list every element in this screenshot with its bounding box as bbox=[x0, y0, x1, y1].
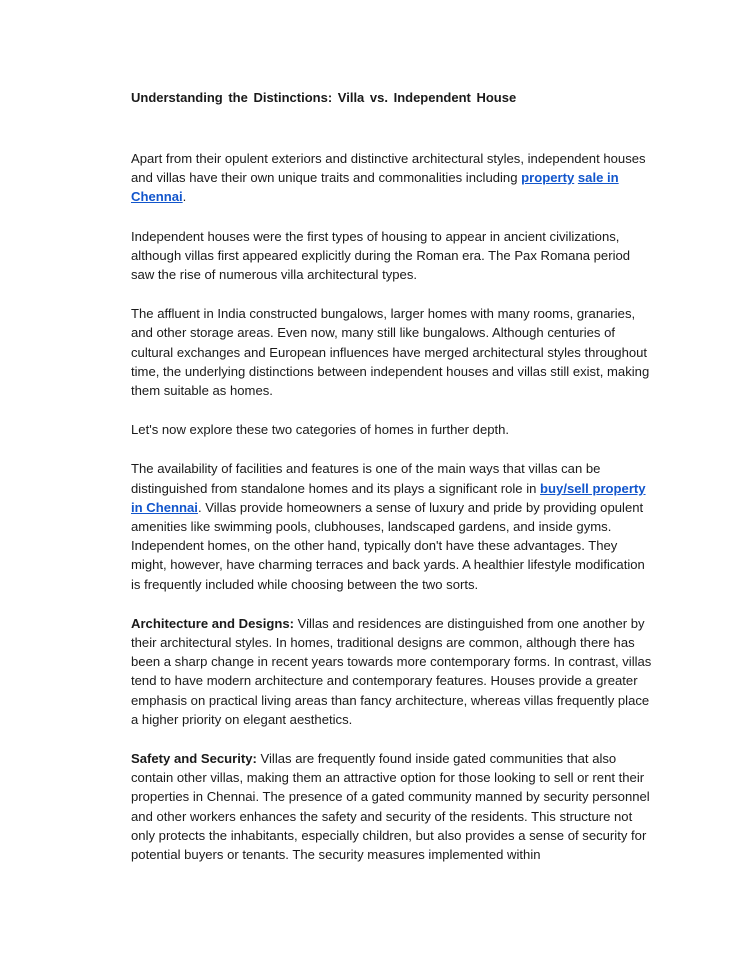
sale-in-chennai-link[interactable]: sale in Chennai bbox=[131, 170, 619, 205]
paragraph-bungalows: The affluent in India constructed bungalows, larger homes with many rooms, granaries, and other storage areas. Even now, many still like bungalows. Although centuries of cultural exchanges and European influences have merged architectural styles throughout time, the underlying distinctions between independent houses and villas still exist, making them suitable as homes. bbox=[131, 306, 650, 399]
paragraph-architecture bbox=[131, 614, 656, 729]
property-link[interactable]: property bbox=[521, 170, 575, 186]
paragraph-intro-end: . bbox=[182, 189, 187, 205]
safety-label: Safety and Security: bbox=[131, 751, 257, 767]
paragraph-facilities-after: . Villas provide homeowners a sense of luxury and pride by providing opulent amenities like swimming pools, clubhouses, landscaped gardens, and inside gyms. Independent homes, on the other hand, typically don't have these advantages. They might, however, have charming terraces and back yards. A healthier lifestyle modification is frequently included while choosing between the two sorts. bbox=[131, 499, 645, 592]
paragraph-explore: Let's now explore these two categories of homes in further depth. bbox=[131, 422, 510, 438]
paragraph-facilities bbox=[131, 459, 656, 593]
paragraph-intro bbox=[131, 149, 656, 207]
architecture-label: Architecture and Designs: bbox=[131, 615, 294, 631]
safety-text: Villas are frequently found inside gated communities that also contain other villas, making them an attractive option for those looking to sell or rent their properties in Chennai. The presence of a gated community manned by security personnel and other workers enhances the safety and security of the residents. This structure not only protects the inhabitants, especially children, but also provides a sense of security for potential buyers or tenants. The security measures implemented within bbox=[131, 751, 650, 863]
paragraph-history: Independent houses were the first types of housing to appear in ancient civilizations, although villas first appeared explicitly during the Roman era. The Pax Romana period saw the rise of numerous villa architectural types. bbox=[131, 228, 631, 283]
paragraph-facilities-before: The availability of facilities and features is one of the main ways that villas can be distinguished from standalone homes and its plays a significant role in bbox=[131, 461, 601, 496]
paragraph-intro-text: Apart from their opulent exteriors and distinctive architectural styles, independent houses and villas have their own unique traits and commonalities including bbox=[131, 151, 646, 186]
paragraph-safety bbox=[131, 749, 656, 864]
architecture-text: Villas and residences are distinguished from one another by their architectural styles. In homes, traditional designs are common, although there has been a sharp change in recent years towards more contemporary forms. In contrast, villas tend to have modern architecture and contemporary features. Houses provide a greater emphasis on practical living areas than fancy architecture, whereas villas frequently place a higher priority on elegant aesthetics. bbox=[131, 615, 652, 727]
document-title: Understanding the Distinctions: Villa vs. Independent House bbox=[131, 90, 517, 105]
buy-sell-property-link[interactable]: buy/sell property in Chennai bbox=[131, 480, 646, 515]
document-page bbox=[131, 88, 656, 884]
